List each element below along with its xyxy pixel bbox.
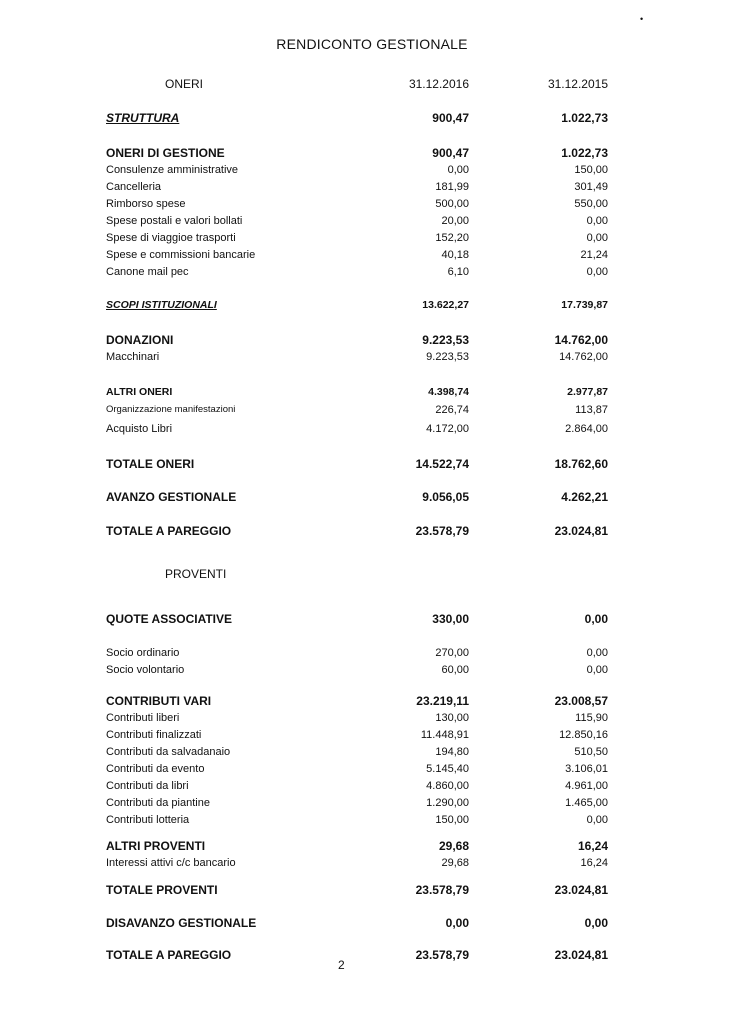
row-label: TOTALE A PAREGGIO — [106, 948, 232, 962]
table-row — [0, 523, 744, 539]
row-label: Contributi da evento — [106, 763, 205, 775]
row-label: SCOPI ISTITUZIONALI — [106, 299, 217, 311]
value-2015: 23.024,81 — [554, 883, 608, 897]
value-2015: 17.739,87 — [561, 299, 608, 311]
table-row — [0, 947, 744, 963]
value-2015: 0,00 — [584, 916, 608, 930]
row-label: Interessi attivi c/c bancario — [106, 857, 236, 869]
table-row — [0, 456, 744, 472]
value-2016: 270,00 — [435, 647, 469, 659]
table-row — [0, 247, 744, 263]
value-2016: 23.578,79 — [415, 524, 469, 538]
value-2016: 900,47 — [432, 111, 469, 125]
table-row — [0, 710, 744, 726]
value-2016: 4.860,00 — [426, 780, 469, 792]
value-2015: 3.106,01 — [565, 763, 608, 775]
table-row — [0, 196, 744, 212]
table-row — [0, 795, 744, 811]
row-label: Macchinari — [106, 351, 160, 363]
row-label: Contributi da libri — [106, 780, 189, 792]
row-label: Contributi da piantine — [106, 797, 210, 809]
value-2016: 23.578,79 — [415, 883, 469, 897]
value-2016: 13.622,27 — [422, 299, 469, 311]
value-2015: 16,24 — [577, 839, 608, 853]
row-label: Spese di viaggioe trasporti — [106, 232, 236, 244]
value-2015: 23.024,81 — [554, 948, 608, 962]
value-2015: 2.977,87 — [567, 386, 608, 398]
table-row — [0, 264, 744, 280]
value-2016: 14.522,74 — [415, 457, 469, 471]
row-label: Acquisto Libri — [106, 423, 173, 435]
value-2016: 20,00 — [441, 215, 469, 227]
table-row — [0, 145, 744, 161]
value-2016: 0,00 — [445, 916, 469, 930]
table-row — [0, 812, 744, 828]
value-2016: 226,74 — [435, 404, 469, 416]
row-label: TOTALE PROVENTI — [106, 883, 218, 897]
value-2016: 330,00 — [432, 612, 469, 626]
row-label: DISAVANZO GESTIONALE — [106, 916, 257, 930]
value-2015: 16,24 — [580, 857, 608, 869]
row-label: Consulenze amministrative — [106, 164, 239, 176]
page-title: RENDICONTO GESTIONALE — [276, 36, 468, 52]
value-2015: 0,00 — [586, 266, 608, 278]
value-2016: 60,00 — [441, 664, 469, 676]
row-label: Contributi lotteria — [106, 814, 190, 826]
table-row — [0, 213, 744, 229]
value-2015: 115,90 — [575, 712, 608, 724]
table-row — [0, 611, 744, 627]
value-2016: 23.578,79 — [415, 948, 469, 962]
row-label: Spese e commissioni bancarie — [106, 249, 256, 261]
value-2016: 152,20 — [435, 232, 469, 244]
value-2015: 113,87 — [575, 404, 608, 416]
value-2015: 0,00 — [586, 647, 608, 659]
value-2015: 14.762,00 — [559, 351, 608, 363]
row-label: STRUTTURA — [106, 111, 180, 125]
row-label: ALTRI ONERI — [106, 386, 173, 398]
value-2016: 9.223,53 — [422, 333, 469, 347]
table-row — [0, 915, 744, 931]
row-label: Rimborso spese — [106, 198, 186, 210]
table-row — [0, 297, 744, 313]
value-2015: 150,00 — [574, 164, 608, 176]
value-2015: 301,49 — [574, 181, 608, 193]
value-2016: 23.219,11 — [416, 694, 469, 708]
table-row — [0, 744, 744, 760]
value-2016: 500,00 — [435, 198, 469, 210]
proventi-header-row — [0, 566, 744, 582]
value-2016: 11.448,91 — [420, 729, 469, 741]
table-row — [0, 645, 744, 661]
value-2015: 4.262,21 — [561, 490, 608, 504]
value-2015: 1.022,73 — [561, 146, 608, 160]
value-2015: 23.008,57 — [554, 694, 608, 708]
row-label: Socio ordinario — [106, 647, 180, 659]
row-label: TOTALE A PAREGGIO — [106, 524, 232, 538]
table-row — [0, 230, 744, 246]
value-2015: 18.762,60 — [554, 457, 608, 471]
value-2016: 40,18 — [441, 249, 469, 261]
row-label: Canone mail pec — [106, 266, 189, 278]
table-row — [0, 421, 744, 437]
row-label: ALTRI PROVENTI — [106, 839, 206, 853]
value-2015: 1.022,73 — [561, 111, 608, 125]
oneri-header-row — [0, 76, 744, 92]
table-row — [0, 179, 744, 195]
value-2016: 29,68 — [438, 839, 469, 853]
page-number: 2 — [338, 958, 345, 972]
value-2015: 14.762,00 — [554, 333, 608, 347]
row-label: Contributi da salvadanaio — [106, 746, 231, 758]
table-row — [0, 727, 744, 743]
value-2016: 900,47 — [432, 146, 469, 160]
table-row — [0, 384, 744, 400]
table-row — [0, 855, 744, 871]
value-2016: 29,68 — [441, 857, 469, 869]
value-2015: 23.024,81 — [554, 524, 608, 538]
value-2016: 1.290,00 — [426, 797, 469, 809]
row-label: ONERI DI GESTIONE — [106, 146, 225, 160]
value-2016: 9.223,53 — [426, 351, 469, 363]
value-2016: 194,80 — [435, 746, 469, 758]
value-2015: 1.465,00 — [565, 797, 608, 809]
value-2016: 9.056,05 — [422, 490, 469, 504]
value-2015: 21,24 — [580, 249, 608, 261]
table-row — [0, 693, 744, 709]
row-label: DONAZIONI — [106, 333, 174, 347]
oneri-heading: ONERI — [165, 77, 204, 91]
table-row — [0, 332, 744, 348]
value-2016: 6,10 — [447, 266, 469, 278]
row-label: CONTRIBUTI VARI — [106, 694, 212, 708]
value-2015: 0,00 — [586, 232, 608, 244]
value-2015: 550,00 — [574, 198, 608, 210]
value-2016: 0,00 — [447, 164, 469, 176]
table-row — [0, 110, 744, 126]
row-label: Contributi finalizzati — [106, 729, 202, 741]
column-header-2016: 31.12.2016 — [408, 77, 469, 91]
value-2016: 4.172,00 — [426, 423, 469, 435]
value-2016: 181,99 — [435, 181, 469, 193]
value-2015: 0,00 — [586, 814, 608, 826]
value-2015: 510,50 — [574, 746, 608, 758]
row-label: Socio volontario — [106, 664, 185, 676]
value-2016: 130,00 — [435, 712, 469, 724]
row-label: Organizzazione manifestazioni — [106, 404, 236, 415]
row-label: AVANZO GESTIONALE — [106, 490, 237, 504]
row-label: Contributi liberi — [106, 712, 180, 724]
table-row — [0, 349, 744, 365]
proventi-heading: PROVENTI — [165, 567, 227, 581]
table-row — [0, 761, 744, 777]
value-2015: 0,00 — [586, 664, 608, 676]
table-row — [0, 402, 744, 418]
row-label: TOTALE ONERI — [106, 457, 195, 471]
row-label: QUOTE ASSOCIATIVE — [106, 612, 233, 626]
corner-mark: • — [640, 14, 644, 24]
value-2015: 0,00 — [584, 612, 608, 626]
row-label: Spese postali e valori bollati — [106, 215, 243, 227]
row-label: Cancelleria — [106, 181, 162, 193]
value-2015: 0,00 — [586, 215, 608, 227]
table-row — [0, 162, 744, 178]
column-header-2015: 31.12.2015 — [547, 77, 608, 91]
value-2016: 5.145,40 — [426, 763, 469, 775]
table-row — [0, 778, 744, 794]
table-row — [0, 838, 744, 854]
table-row — [0, 662, 744, 678]
value-2015: 12.850,16 — [559, 729, 608, 741]
table-row — [0, 489, 744, 505]
table-row — [0, 882, 744, 898]
value-2016: 4.398,74 — [428, 386, 469, 398]
value-2016: 150,00 — [435, 814, 469, 826]
value-2015: 4.961,00 — [565, 780, 608, 792]
value-2015: 2.864,00 — [565, 423, 608, 435]
